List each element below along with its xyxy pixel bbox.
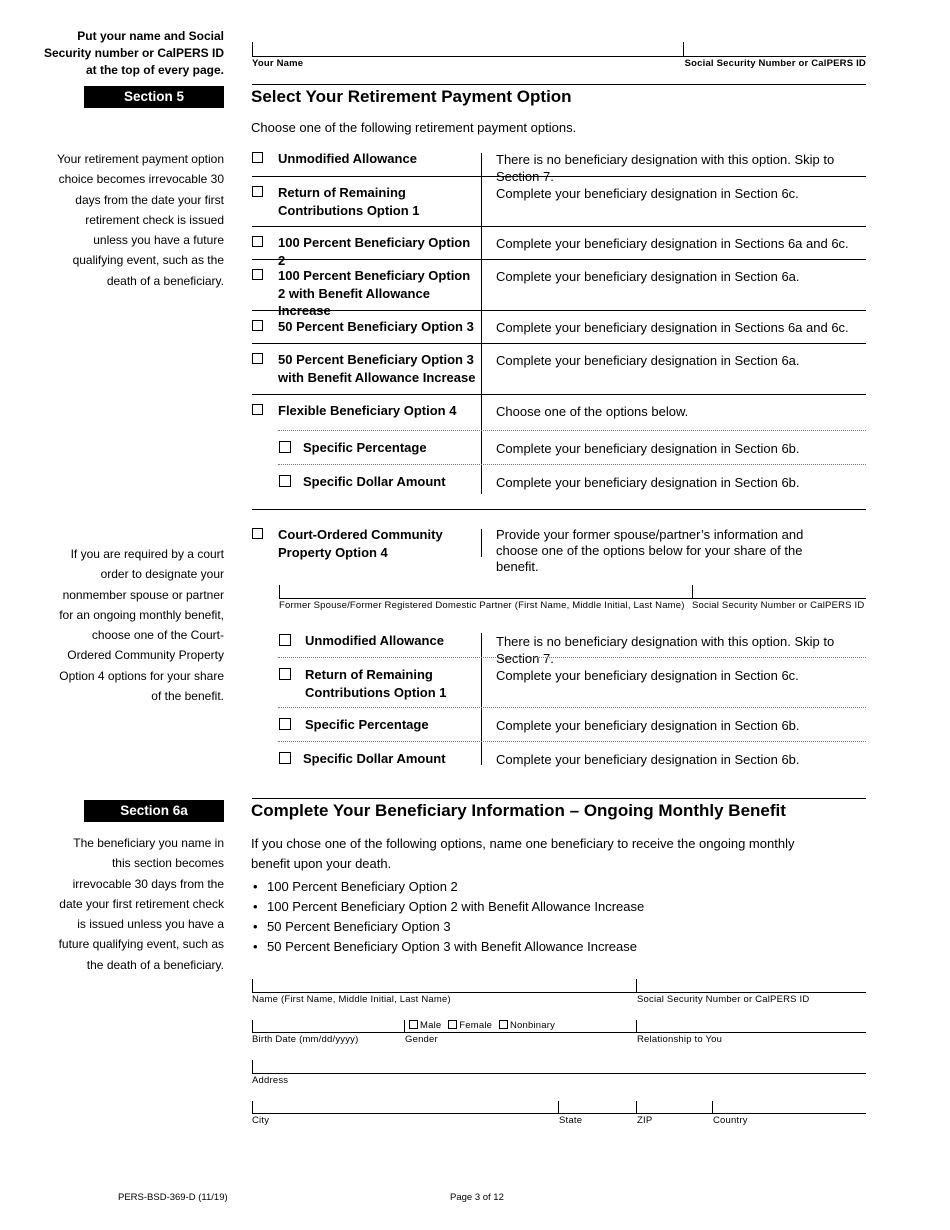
option-2-checkbox[interactable] [252,236,263,247]
city-state-zip-country-line[interactable] [252,1113,866,1114]
relationship-label: Relationship to You [637,1034,723,1045]
option-unmodified-label: Unmodified Allowance [278,151,417,166]
top-instruction-note: Put your name and Social Security number or CalPERS ID at the top of every page. [43,29,224,77]
option-2-increase-desc: Complete your beneficiary designation in Section 6a. [496,269,800,284]
option-4-checkbox[interactable] [252,404,263,415]
flex-specific-dollar-label: Specific Dollar Amount [303,474,446,489]
name-field-tick [252,42,253,56]
spouse-ssn-label: Social Security Number or CalPERS ID [692,600,865,611]
field-tick [252,1020,253,1032]
field-tick [636,1101,637,1113]
field-tick [252,1101,253,1113]
country-label: Country [713,1115,748,1126]
field-tick [558,1101,559,1113]
gender-male-label: Male [420,1020,442,1031]
court-option-1-desc: Complete your beneficiary designation in Section 6c. [496,668,799,683]
option-3-increase-desc: Complete your beneficiary designation in Section 6a. [496,353,800,368]
section-5-side-note: Your retirement payment option choice becomes irrevocable 30 days from the date your first retirement check is issued unless you have a future qualifying event, such as the death of a beneficiary. [57,152,224,288]
section-6a-divider [252,798,866,799]
court-specific-percentage-checkbox[interactable] [279,718,291,730]
court-specific-dollar-desc: Complete your beneficiary designation in Section 6b. [496,752,800,767]
section-6a-title: Complete Your Beneficiary Information – Ongoing Monthly Benefit [251,801,786,820]
section-5-intro: Choose one of the following retirement payment options. [251,120,577,135]
spouse-name-label: Former Spouse/Former Registered Domestic Partner (First Name, Middle Initial, Last Name) [279,600,685,611]
option-1-label: Return of Remaining Contributions Option 1 [278,185,420,218]
row-divider [252,343,866,344]
dotted-divider [278,657,866,658]
spouse-name-input-line[interactable] [279,598,866,599]
option-1-checkbox[interactable] [252,186,263,197]
option-unmodified-desc: There is no beneficiary designation with this option. Skip to Section 7. [496,152,835,184]
field-tick [636,1020,637,1032]
option-3-checkbox[interactable] [252,320,263,331]
option-unmodified-checkbox[interactable] [252,152,263,163]
option-2-increase-label: 100 Percent Beneficiary Option 2 with Benefit Allowance Increase [278,268,471,318]
beneficiary-name-input-line[interactable] [252,992,866,993]
flex-specific-percentage-desc: Complete your beneficiary designation in Section 6b. [496,441,800,456]
state-label: State [559,1115,583,1126]
court-option-1-checkbox[interactable] [279,668,291,680]
option-3-desc: Complete your beneficiary designation in Sections 6a and 6c. [496,320,849,335]
birth-date-label: Birth Date (mm/dd/yyyy) [252,1034,359,1045]
flex-specific-percentage-checkbox[interactable] [279,441,291,453]
option-1-desc: Complete your beneficiary designation in Section 6c. [496,186,799,201]
spouse-field-tick [279,585,280,598]
option-3-increase-label: 50 Percent Beneficiary Option 3 with Benefit Allowance Increase [278,352,476,385]
gender-nonbinary-label: Nonbinary [509,1020,556,1031]
row-divider [252,176,866,177]
address-label: Address [252,1075,289,1086]
court-unmodified-checkbox[interactable] [279,634,291,646]
ssn-field-tick [683,42,684,56]
court-ordered-label: Court-Ordered Community Property Option 4 [278,527,443,560]
court-column-divider [481,529,482,557]
bullet-item: • 50 Percent Beneficiary Option 3 [253,919,451,934]
beneficiary-name-label: Name (First Name, Middle Initial, Last Name) [252,994,451,1005]
court-side-note: If you are required by a court order to designate your nonmember spouse or partner for an ongoing monthly benefit, choose one of the Court-Ordered Community Property Option 4 options for your share of the benefit. [59,547,224,704]
form-id: PERS-BSD-369-D (11/19) [118,1192,228,1203]
gender-label: Gender [405,1034,438,1045]
field-tick [712,1101,713,1113]
flex-specific-percentage-label: Specific Percentage [303,440,427,455]
option-4-label: Flexible Beneficiary Option 4 [278,403,457,418]
court-specific-percentage-desc: Complete your beneficiary designation in Section 6b. [496,718,800,733]
row-divider [252,394,866,395]
address-input-line[interactable] [252,1073,866,1074]
gender-options [409,1020,555,1031]
flex-specific-dollar-desc: Complete your beneficiary designation in Section 6b. [496,475,800,490]
spouse-ssn-field-tick [692,585,693,598]
option-2-label: 100 Percent Beneficiary Option 2 [278,235,471,268]
field-tick [252,979,253,992]
gender-female-checkbox[interactable] [448,1020,457,1029]
section-5-title: Select Your Retirement Payment Option [251,87,572,106]
beneficiary-ssn-label: Social Security Number or CalPERS ID [637,994,810,1005]
court-specific-dollar-label: Specific Dollar Amount [303,751,446,766]
court-specific-dollar-checkbox[interactable] [279,752,291,764]
section-6a-intro: If you chose one of the following options, name one beneficiary to receive the ongoing monthly benefit upon your death. [251,836,795,871]
flex-specific-dollar-checkbox[interactable] [279,475,291,487]
your-name-input-line[interactable] [252,56,866,57]
row-divider [252,226,866,227]
court-unmodified-desc: There is no beneficiary designation with this option. Skip to Section 7. [496,634,835,666]
section-6a-side-note: The beneficiary you name in this section becomes irrevocable 30 days from the date your first retirement check is issued unless you have a future qualifying event, such as the death of a beneficiary. [58,836,224,972]
section-5-tag: Section 5 [84,86,224,108]
dotted-divider [278,464,866,465]
zip-label: ZIP [637,1115,653,1126]
option-3-label: 50 Percent Beneficiary Option 3 [278,319,474,334]
option-2-increase-checkbox[interactable] [252,269,263,280]
gender-male-checkbox[interactable] [409,1020,418,1029]
city-label: City [252,1115,270,1126]
field-tick [252,1060,253,1073]
section-6a-tag: Section 6a [84,800,224,822]
gender-nonbinary-checkbox[interactable] [499,1020,508,1029]
dotted-divider [278,707,866,708]
bullet-item: • 100 Percent Beneficiary Option 2 with Benefit Allowance Increase [253,899,644,914]
court-option-1-label: Return of Remaining Contributions Option 1 [305,667,447,700]
bullet-item: • 100 Percent Beneficiary Option 2 [253,879,458,894]
option-3-increase-checkbox[interactable] [252,353,263,364]
field-tick [404,1020,405,1032]
options-column-divider [481,153,482,494]
court-ordered-desc: Provide your former spouse/partner’s information and choose one of the options below for your share of the benefit. [496,527,804,574]
gender-female-label: Female [459,1020,493,1031]
court-ordered-checkbox[interactable] [252,528,263,539]
your-name-label: Your Name [252,58,304,69]
row-divider [252,259,866,260]
row-divider [252,310,866,311]
page-number: Page 3 of 12 [450,1192,504,1203]
court-section-divider [252,509,866,510]
ssn-label: Social Security Number or CalPERS ID [684,58,866,69]
court-sub-column-divider [481,633,482,765]
header-divider [252,84,866,85]
field-tick [636,979,637,992]
option-4-desc: Choose one of the options below. [496,404,689,419]
option-2-desc: Complete your beneficiary designation in Sections 6a and 6c. [496,236,849,251]
birth-gender-relationship-line[interactable] [252,1032,866,1033]
bullet-item: • 50 Percent Beneficiary Option 3 with Benefit Allowance Increase [253,939,637,954]
court-specific-percentage-label: Specific Percentage [305,717,429,732]
dotted-divider [278,741,866,742]
dotted-divider [278,430,866,431]
court-unmodified-label: Unmodified Allowance [305,633,444,648]
